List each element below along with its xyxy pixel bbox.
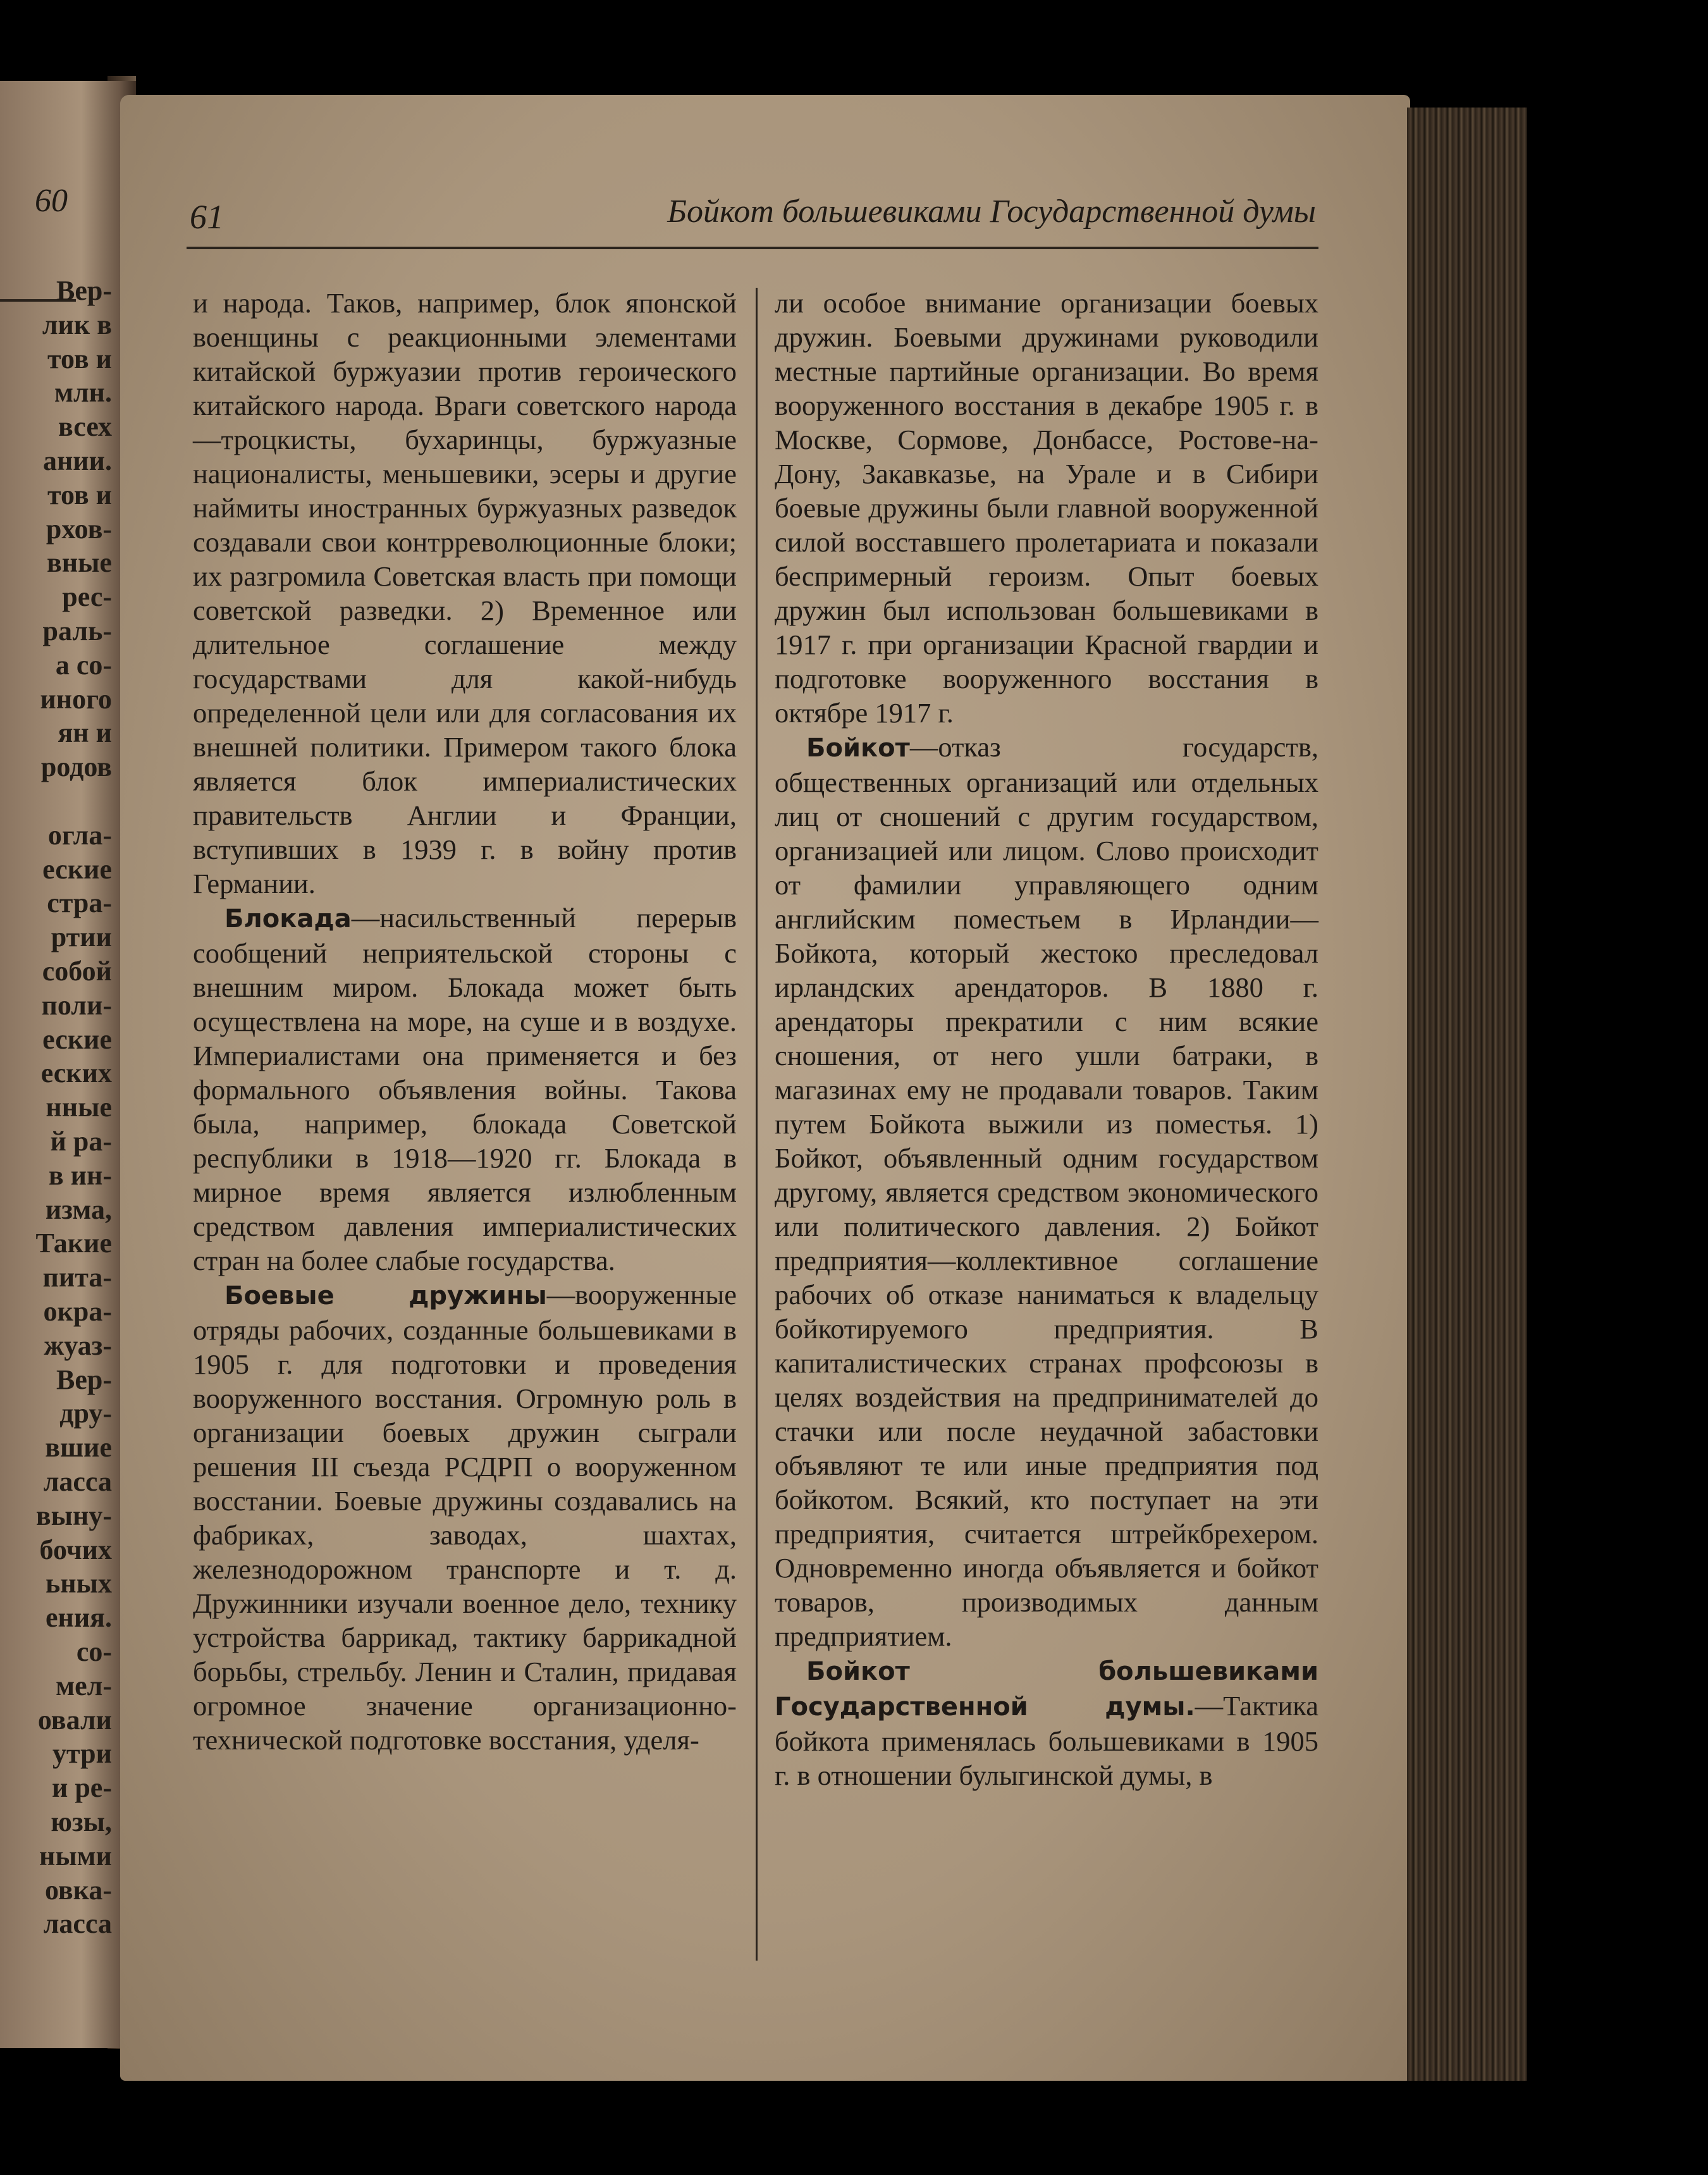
left-page-fragment: Вер- — [56, 275, 112, 306]
left-page-fragment: лик в — [42, 309, 112, 340]
left-page-fragment: еских — [40, 1057, 112, 1089]
left-page-fragment: ьных — [46, 1568, 112, 1599]
left-page-fragment: ании. — [42, 445, 112, 476]
left-page-fragment: овка- — [44, 1874, 112, 1906]
entry-boikot — [775, 730, 1318, 1653]
paragraph-blok-continued: и народа. Таков, например, блок японской военщины с реакционными элементами китайской буржуазии против героического китайского народа. Враги советского народа—троцкисты, бухаринцы, буржуазные националисты, меньшевики, эсеры и другие наймиты иностранных буржуазных разведок создавали свои контрреволюционные блоки; их разгромила Советская власть при помощи советской разведки. 2) Временное или длительное соглашение между государствами для какой-нибудь определенной цели или для согласования их внешней политики. Примером такого блока является блок империалистических правительств Англии и Франции, вступивших в 1939 г. в войну против Германии. — [193, 287, 737, 899]
left-page-fragment: млн. — [54, 377, 112, 409]
left-page-fragment: рхов- — [46, 513, 112, 545]
left-page-fragment: собой — [42, 956, 112, 987]
column-divider — [756, 288, 758, 1961]
left-page-fragment: тов и — [47, 479, 112, 510]
left-page-fragment: овали — [37, 1704, 112, 1735]
entry-term: Блокада — [224, 904, 352, 933]
left-page-fragment: ян и — [58, 717, 112, 749]
left-page-fragment: бочих — [39, 1534, 112, 1565]
running-title: Бойкот большевиками Государственной думы — [667, 194, 1316, 230]
left-page-fragment: родов — [40, 751, 112, 783]
left-page — [0, 81, 136, 2048]
entry-term: Бойкот большевиками Государственной думы. — [775, 1657, 1318, 1722]
left-page-fragment: й ра- — [50, 1126, 112, 1157]
left-page-fragment: огла- — [47, 819, 112, 851]
left-page-fragment: изма, — [45, 1193, 112, 1225]
entry-boikot-dumy — [775, 1653, 1318, 1792]
entry-text: —вооруженные отряды рабочих, созданные большевиками в 1905 г. для подготовки и проведения вооруженного восстания. Огромную роль в организации боевых дружин сыграли решения III съезда РСДРП о вооруженном восстании. Боевые дружины создавались на фабриках, заводах, шахтах, железнодорожном транспорте и т. д. Дружинники изучали военное дело, технику устройства баррикад, тактику баррикадной борьбы, стрельбу. Ленин и Сталин, придавая огромное значение организационно-технической подготовке восстания, уделя- — [193, 1279, 737, 1756]
left-page-fragment: и ре- — [51, 1772, 112, 1804]
entry-boevye-druzhiny — [193, 1278, 737, 1757]
left-page-fragment: пита- — [42, 1262, 112, 1293]
left-page-fragment: вынy- — [35, 1500, 112, 1531]
header-rule — [187, 247, 1318, 249]
left-page-fragment: поли- — [41, 989, 112, 1021]
left-page-fragment: тов и — [47, 343, 112, 374]
left-page-fragment: ласса — [43, 1908, 112, 1940]
left-page-fragment: Вер- — [56, 1364, 112, 1395]
left-page-fragment: ными — [39, 1840, 112, 1871]
page-number: 61 — [190, 198, 224, 236]
left-page-fragment: юзы, — [51, 1806, 112, 1837]
left-page-fragment: иного — [40, 683, 112, 715]
left-page-number: 60 — [35, 183, 68, 219]
left-page-fragment: вшие — [45, 1432, 112, 1463]
left-page-fragment: всех — [58, 411, 112, 443]
entry-term: Бойкот — [806, 734, 910, 763]
left-page-fragment: со- — [76, 1636, 112, 1667]
left-page-fragment: стра- — [47, 887, 112, 919]
left-page-fragment: ласса — [43, 1466, 112, 1497]
left-page-fragment: а со- — [55, 649, 112, 681]
right-column — [775, 286, 1318, 1792]
left-page-fragment: раль- — [42, 615, 112, 646]
left-page-fragment: нные — [46, 1092, 112, 1123]
paragraph-druzhiny-continued: ли особое внимание организации боевых дружин. Боевыми дружинами руководили местные партийные организации. Во время вооруженного восстания в декабре 1905 г. в Москве, Сормове, Донбассе, Ростове-на-Дону, Закавказье, на Урале и в Сибири боевые дружины были главной вооруженной силой восставшего пролетариата и показали беспримерный героизм. Опыт боевых дружин был использован большевиками в 1917 г. при организации Красной гвардии и подготовке вооруженного восстания в октябре 1917 г. — [775, 287, 1318, 729]
left-page-fragment: вные — [47, 547, 112, 579]
left-page-fragment: жуаз- — [44, 1329, 112, 1361]
left-page-fragment: дру- — [59, 1398, 112, 1429]
left-page-fragment: еские — [42, 1023, 112, 1055]
left-page-fragment: рес- — [62, 581, 112, 613]
left-page-fragment: мел- — [56, 1670, 112, 1701]
entry-text: —Тактика бойкота применялась большевиками в 1905 г. в отношении булыгинской думы, в — [775, 1690, 1318, 1791]
left-page-fragment: в ин- — [48, 1159, 112, 1191]
left-page-fragment: окра- — [43, 1296, 112, 1327]
entry-blokada — [193, 901, 737, 1278]
left-page-fragment: ения. — [45, 1602, 112, 1634]
left-page-fragment: утри — [52, 1738, 112, 1770]
entry-text: —отказ государств, общественных организаций или отдельных лиц от сношений с другим государством, организацией или лицом. Слово происходит от фамилии управляющего одним английским поместьем в Ирландии—Бойкота, который жестоко преследовал ирландских арендаторов. В 1880 г. арендаторы прекратили с ним всякие сношения, от него ушли батраки, в магазинах ему не продавали товаров. Таким путем Бойкота выжили из поместья. 1) Бойкот, объявленный одним государством другому, является средством экономического или политического давления. 2) Бойкот предприятия—коллективное соглашение рабочих об отказе наниматься к владельцу бойкотируемого предприятия. В капиталистических странах профсоюзы в целях воздействия на предпринимателей до стачки или после неудачной забастовки объявляют те или иные предприятия под бойкотом. Всякий, кто поступает на эти предприятия, считается штрейкбрехером. Одновременно иногда объявляется и бойкот товаров, производимых данным предприятием. — [775, 731, 1318, 1652]
page-block-edge — [1407, 108, 1527, 2081]
left-page-fragment: ртии — [51, 921, 112, 953]
left-column — [193, 286, 737, 1757]
left-page-fragment: Такие — [35, 1228, 112, 1259]
entry-term: Боевые дружины — [224, 1281, 547, 1310]
left-page-fragment: еские — [42, 853, 112, 885]
entry-text: —насильственный перерыв сообщений неприятельской стороны с внешним миром. Блокада может быть осуществлена на море, на суше и в воздухе. Империалистами она применяется и без формального объявления войны. Такова была, например, блокада Советской республики в 1918—1920 гг. Блокада в мирное время является излюбленным средством давления империалистических стран на более слабые государства. — [193, 902, 737, 1276]
